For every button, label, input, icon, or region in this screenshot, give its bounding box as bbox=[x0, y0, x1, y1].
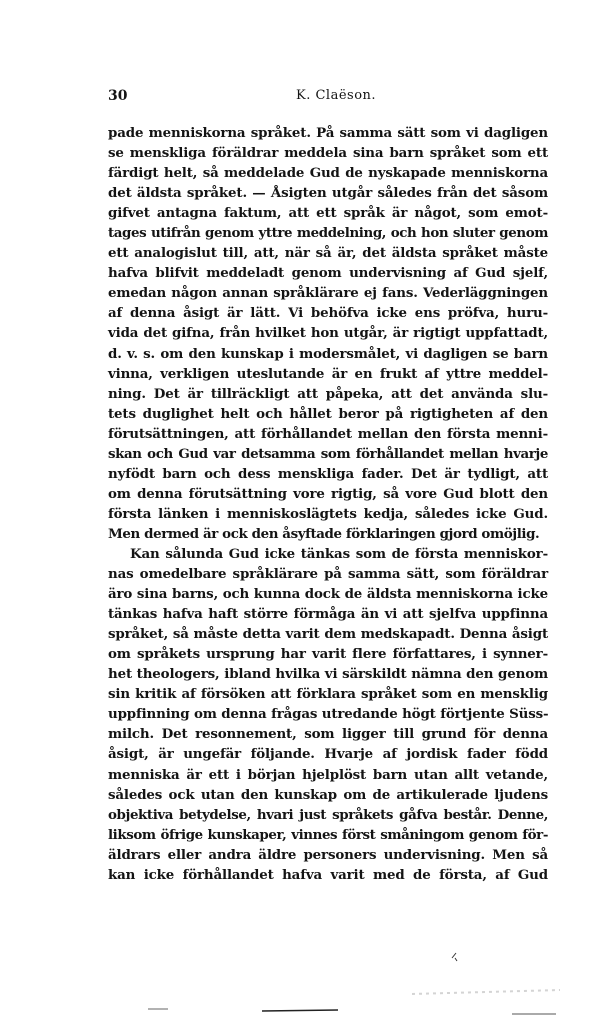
text-line: tets duglighet helt och hållet beror på rigtigheten af den bbox=[108, 405, 548, 422]
text-line: nas omedelbare språklärare på samma sätt, som föräldrar bbox=[108, 566, 548, 583]
text-line: liksom öfrige kunskaper, vinnes först småningom genom för- bbox=[108, 826, 548, 843]
text-line: Men dermed är ock den åsyftade förklaringen gjord omöjlig. bbox=[108, 525, 540, 542]
running-head-author: K. Claëson. bbox=[296, 88, 377, 103]
text-line: het theologers, ibland hvilka vi särskildt nämna den genom bbox=[108, 666, 548, 683]
text-line: ning. Det är tillräckligt att påpeka, att det använda slu- bbox=[108, 385, 548, 402]
text-line: menniska är ett i början hjelplöst barn utan allt vetande, bbox=[108, 766, 548, 783]
text-line: äldrars eller andra äldre personers undervisning. Men så bbox=[108, 846, 548, 863]
text-line: af denna åsigt är lätt. Vi behöfva icke ens pröfva, huru- bbox=[108, 305, 548, 322]
scan-line bbox=[262, 1010, 338, 1011]
text-line: om denna förutsättning vore rigtig, så vore Gud blott den bbox=[108, 485, 548, 502]
paragraph-first-line: Kan sålunda Gud icke tänkas som de första menniskor- bbox=[130, 545, 548, 562]
ink-speck bbox=[452, 953, 457, 961]
text-line: hafva blifvit meddeladt genom undervisning af Gud sjelf, bbox=[108, 265, 548, 282]
text-line: det äldsta språket. — Åsigten utgår således från det såsom bbox=[108, 185, 548, 202]
text-line: pade menniskorna språket. På samma sätt som vi dagligen bbox=[108, 125, 548, 141]
text-line: äro sina barns, och kunna dock de äldsta menniskorna icke bbox=[108, 586, 548, 603]
text-line: se menskliga föräldrar meddela sina barn språket som ett bbox=[108, 145, 548, 162]
text-line: om språkets ursprung har varit flere författares, i synner- bbox=[108, 646, 548, 663]
body-text bbox=[108, 123, 548, 885]
text-line: färdigt helt, så meddelade Gud de nyskapade menniskorna bbox=[108, 165, 548, 182]
text-line: milch. Det resonnement, som ligger till grund för denna bbox=[108, 726, 548, 743]
text-line: språket, så måste detta varit dem medskapadt. Denna åsigt bbox=[108, 626, 548, 643]
page-number: 30 bbox=[108, 88, 128, 104]
text-line: kan icke förhållandet hafva varit med de första, af Gud bbox=[108, 866, 548, 883]
text-line: vinna, verkligen uteslutande är en frukt af yttre meddel- bbox=[108, 365, 548, 382]
text-line: objektiva betydelse, hvari just språkets gåfva består. Denne, bbox=[108, 806, 548, 823]
text-line: tänkas hafva haft större förmåga än vi att sjelfva uppfinna bbox=[108, 606, 548, 623]
scan-smudge bbox=[412, 990, 560, 994]
text-line: vida det gifna, från hvilket hon utgår, är rigtigt uppfattadt, bbox=[108, 325, 548, 342]
text-line: ett analogislut till, att, när så är, det äldsta språket måste bbox=[108, 245, 548, 262]
text-line: uppfinning om denna frågas utredande högt förtjente Süss- bbox=[108, 706, 549, 723]
text-line: första länken i menniskoslägtets kedja, således icke Gud. bbox=[108, 505, 548, 522]
text-line: emedan någon annan språklärare ej fans. Vederläggningen bbox=[108, 285, 548, 302]
text-line: tages utifrån genom yttre meddelning, och hon sluter genom bbox=[108, 225, 548, 242]
text-line: nyfödt barn och dess menskliga fader. Det är tydligt, att bbox=[108, 465, 548, 482]
text-line: således ock utan den kunskap om de artikulerade ljudens bbox=[108, 786, 548, 803]
text-line: sin kritik af försöken att förklara språket som en mensklig bbox=[108, 686, 548, 703]
text-line: skan och Gud var detsamma som förhållandet mellan hvarje bbox=[108, 445, 548, 462]
text-line: åsigt, är ungefär följande. Hvarje af jordisk fader född bbox=[108, 746, 548, 763]
text-line: d. v. s. om den kunskap i modersmålet, vi dagligen se barn bbox=[108, 345, 548, 362]
text-line: förutsättningen, att förhållandet mellan den första menni- bbox=[108, 425, 548, 442]
running-head bbox=[108, 88, 548, 110]
text-line: gifvet antagna faktum, att ett språk är något, som emot- bbox=[108, 205, 548, 222]
